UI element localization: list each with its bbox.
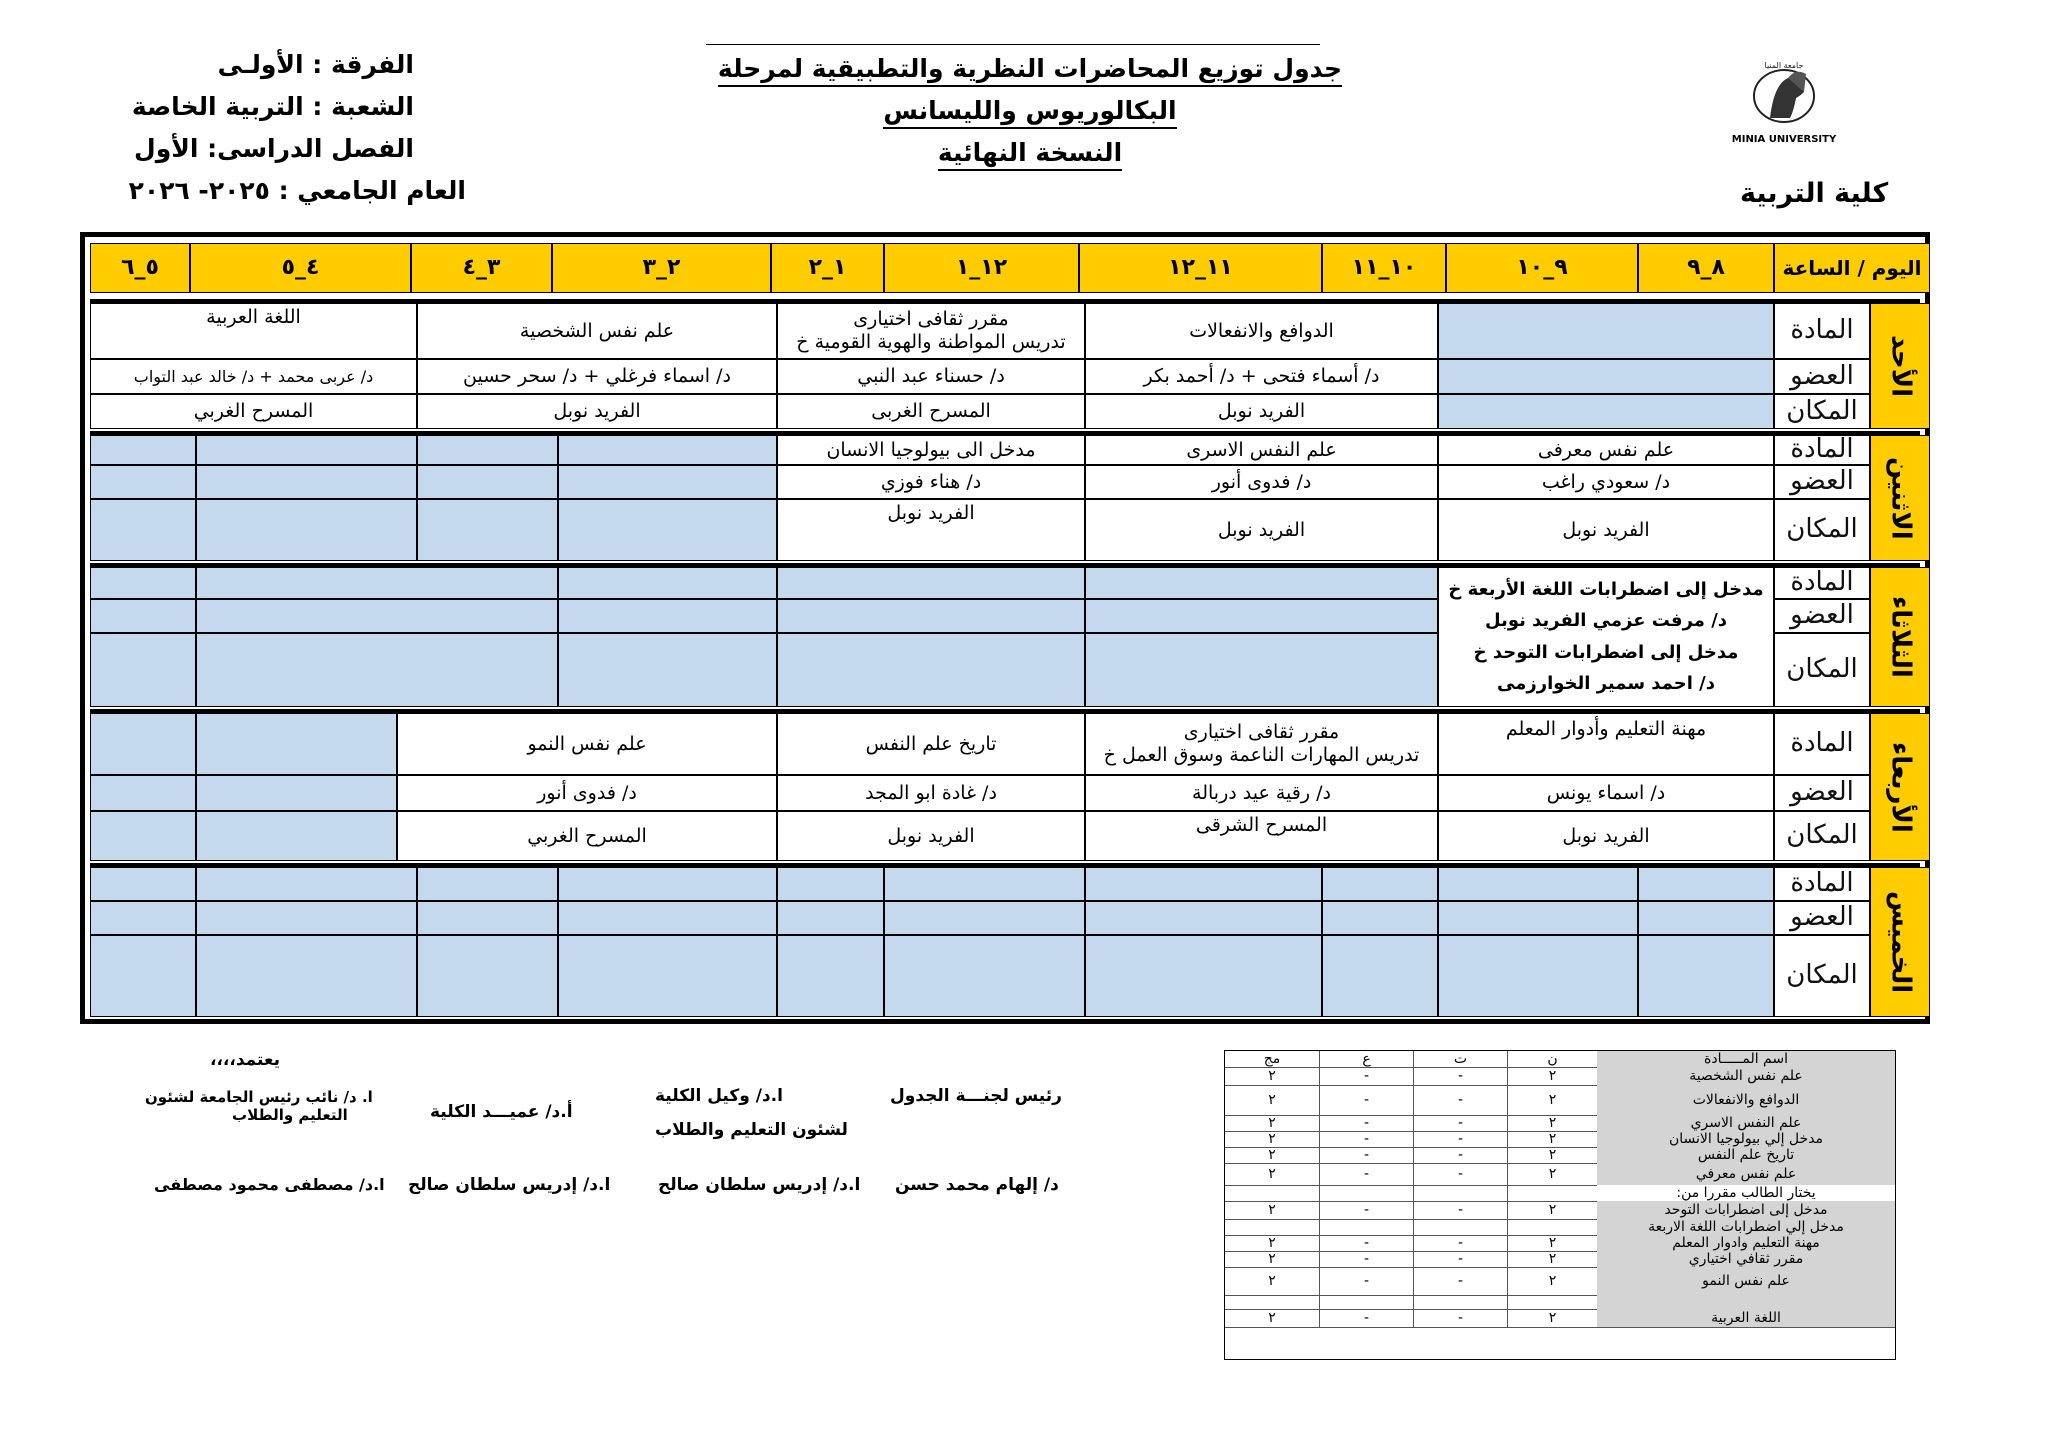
row-label-member: العضو [1774,465,1870,499]
credits-n: ٢ [1507,1163,1597,1185]
day-label-wednesday: الأربعاء [1870,713,1930,861]
tuesday-line: د/ احمد سمير الخوارزمى [1497,673,1715,695]
committee-title: رئيس لجنـــة الجدول [890,1086,1062,1106]
credits-n: ٢ [1507,1251,1597,1267]
credits-course-name: علم نفس الشخصية [1597,1067,1895,1085]
course-subject: اللغة العربية [90,303,417,359]
credits-total: ٢ [1268,1166,1276,1182]
empty-cell [196,435,417,465]
slot-header: ١_٢ [771,243,884,293]
level-label: الفرقة : الأولـى [217,50,414,79]
credits-header-total: مج [1263,1051,1281,1067]
empty-block [90,567,1438,707]
vice-president-title-2: التعليم والطلاب [232,1106,348,1124]
credits-t: - [1413,1115,1507,1131]
day-label-sunday: الأحد [1870,303,1930,429]
credits-row [1225,1067,1895,1086]
course-member: د/ هناء فوزي [777,465,1085,499]
approval-label: يعتمد،،،، [210,1050,280,1070]
empty-cell [777,567,1085,599]
credits-course-name: علم نفس معرفي [1597,1163,1895,1185]
empty-cell [1085,901,1322,935]
credits-course-name: الدوافع والانفعالات [1597,1085,1895,1115]
empty-cell [884,901,1085,935]
credits-header-n: ن [1507,1051,1597,1067]
course-subject: علم نفس النمو [397,713,777,775]
credits-total [1225,1295,1319,1309]
credits-a: - [1319,1201,1413,1219]
credits-course-name: اللغة العربية [1597,1309,1895,1327]
tuesday-line: مدخل إلى اضطرابات التوحد خ [1473,641,1739,663]
course-subject: علم نفس الشخصية [417,303,777,359]
course-subject-line: تدريس المهارات الناعمة وسوق العمل خ [1103,744,1420,766]
committee-name: د/ إلهام محمد حسن [895,1175,1059,1195]
course-place: الفريد نوبل [777,811,1085,861]
empty-cell [90,465,196,499]
credits-t: - [1413,1251,1507,1267]
day-row-thursday [90,863,1920,1017]
course-subject-line: مقرر ثقافى اختيارى [853,308,1009,331]
credits-a: - [1319,1147,1413,1163]
course-subject: مهنة التعليم وأدوار المعلم [1438,713,1774,775]
day-row-wednesday [90,709,1920,861]
credits-total [1225,1219,1319,1235]
credits-header-t: ت [1413,1051,1507,1067]
empty-cell [90,867,196,901]
course-member: د/ فدوى أنور [397,775,777,811]
course-subject: تاريخ علم النفس [777,713,1085,775]
course-place: الفريد نوبل [777,499,1085,561]
empty-cell [417,465,558,499]
row-label-member: العضو [1774,775,1870,811]
vice-dean-name: ا.د/ إدريس سلطان صالح [658,1175,861,1195]
vice-dean-title: ا.د/ وكيل الكلية [655,1086,783,1106]
credits-n [1507,1295,1597,1309]
empty-cell [777,633,1085,707]
empty-cell [196,867,417,901]
credits-a: - [1319,1235,1413,1251]
credits-t: - [1413,1309,1507,1327]
empty-cell [417,901,558,935]
empty-cell [90,499,196,561]
course-subject: مدخل الى بيولوجيا الانسان [777,435,1085,465]
slot-header: ١١_١٢ [1079,243,1322,293]
credits-n: ٢ [1507,1201,1597,1219]
course-member: د/ أسماء فتحى + د/ أحمد بكر [1085,359,1438,394]
empty-cell [884,867,1085,901]
course-subject-line: تدريس المواطنة والهوية القومية خ [796,331,1066,353]
day-row-tuesday [90,563,1920,707]
slot-header: ٤_٥ [190,243,411,293]
empty-cell [777,901,884,935]
row-label-subject: المادة [1774,435,1870,465]
credits-table [1224,1050,1896,1360]
empty-cell [558,499,777,561]
credits-a: - [1319,1115,1413,1131]
credits-course-name: علم نفس النمو [1597,1267,1895,1295]
course-place: الفريد نوبل [1438,499,1774,561]
slot-header: ٢_٣ [552,243,771,293]
credits-row [1225,1201,1895,1220]
course-place: الفريد نوبل [1085,499,1438,561]
empty-cell [558,867,777,901]
course-member: د/ رقية عيد دربالة [1085,775,1438,811]
empty-cell [777,599,1085,633]
credits-t: - [1413,1131,1507,1147]
credits-n [1507,1185,1597,1201]
credits-a: - [1319,1131,1413,1147]
empty-cell [884,935,1085,1017]
credits-course-name: يختار الطالب مقررا من: [1597,1185,1895,1201]
empty-cell [417,499,558,561]
day-row-monday [90,431,1920,561]
empty-cell [558,567,777,599]
course-subject [777,303,1085,359]
credits-a [1319,1219,1413,1235]
credits-n: ٢ [1507,1235,1597,1251]
course-member: د/ اسماء فرغلي + د/ سحر حسين [417,359,777,394]
slot-header: ١٠_١١ [1322,243,1446,293]
credits-total: ٢ [1268,1202,1276,1218]
vice-president-title: ا. د/ نائب رئيس الجامعة لشئون [145,1088,373,1106]
year-label: العام الجامعي : ٢٠٢٥- ٢٠٢٦ [128,176,466,205]
credits-course-name: مدخل إلي اضطرابات اللغة الاربعة [1597,1219,1895,1235]
course-subject: علم النفس الاسرى [1085,435,1438,465]
row-label-member: العضو [1774,359,1870,394]
slot-header: ٩_١٠ [1446,243,1638,293]
credits-t: - [1413,1267,1507,1295]
credits-n [1507,1219,1597,1235]
credits-row [1225,1267,1895,1296]
empty-cell [1638,901,1774,935]
credits-n: ٢ [1507,1147,1597,1163]
credits-row [1225,1235,1895,1252]
empty-cell [90,811,196,861]
dean-name: ا.د/ إدريس سلطان صالح [408,1175,611,1195]
logo-caption: MINIA UNIVERSITY [1731,134,1837,145]
empty-cell [196,599,558,633]
credits-t [1413,1185,1507,1201]
empty-cell [1322,935,1438,1017]
credits-row [1225,1131,1895,1148]
course-place: الفريد نوبل [1085,394,1438,429]
credits-a: - [1319,1251,1413,1267]
dean-title: أ.د/ عميـــد الكلية [430,1102,573,1122]
course-member: د/ غادة ابو المجد [777,775,1085,811]
course-member: د/ اسماء يونس [1438,775,1774,811]
empty-cell [90,935,196,1017]
credits-a: - [1319,1267,1413,1295]
day-label-tuesday: الثلاثاء [1870,567,1930,707]
corner-header: اليوم / الساعة [1774,243,1930,293]
vice-dean-title-2: لشئون التعليم والطلاب [655,1120,848,1140]
title-line-2: البكالوريوس والليسانس [700,96,1360,125]
course-subject [1085,713,1438,775]
empty-cell [1085,867,1322,901]
empty-cell [777,935,884,1017]
empty-cell [1322,901,1438,935]
credits-n: ٢ [1507,1115,1597,1131]
empty-cell [90,599,196,633]
row-label-member: العضو [1774,901,1870,935]
tuesday-course-block [1438,567,1774,707]
empty-cell [1438,359,1774,394]
slot-header: ٨_٩ [1638,243,1774,293]
empty-cell [1085,599,1438,633]
credits-row [1225,1295,1895,1310]
credits-n: ٢ [1507,1067,1597,1085]
row-label-place: المكان [1774,811,1870,861]
slot-header: ٣_٤ [411,243,552,293]
day-label-thursday: الخميس [1870,867,1930,1017]
empty-cell [196,567,558,599]
empty-cell [417,435,558,465]
faculty-name: كلية التربية [1740,178,1889,209]
credits-course-name: مدخل إلي بيولوجيا الانسان [1597,1131,1895,1147]
empty-cell [558,599,777,633]
empty-cell [1438,901,1638,935]
row-label-place: المكان [1774,633,1870,707]
slot-header: ١٢_١ [884,243,1079,293]
credits-header-row [1225,1051,1895,1068]
credits-a [1319,1295,1413,1309]
empty-cell [90,567,196,599]
empty-cell [90,901,196,935]
credits-t: - [1413,1147,1507,1163]
credits-a: - [1319,1085,1413,1115]
course-subject: علم نفس معرفى [1438,435,1774,465]
empty-block [90,867,1774,1017]
empty-cell [417,867,558,901]
course-place: المسرح الغربي [397,811,777,861]
empty-cell [196,633,558,707]
empty-cell [196,465,417,499]
empty-cell [1085,633,1438,707]
course-place: المسرح الغربى [777,394,1085,429]
empty-cell [1638,935,1774,1017]
empty-cell [90,435,196,465]
empty-cell [196,935,417,1017]
credits-t: - [1413,1163,1507,1185]
course-place: الفريد نوبل [417,394,777,429]
slot-header: ٥_٦ [90,243,190,293]
course-member: د/ حسناء عبد النبي [777,359,1085,394]
credits-n: ٢ [1507,1131,1597,1147]
empty-cell [196,811,397,861]
course-place: الفريد نوبل [1438,811,1774,861]
credits-course-name: تاريخ علم النفس [1597,1147,1895,1163]
course-member: د/ سعودي راغب [1438,465,1774,499]
row-label-subject: المادة [1774,713,1870,775]
row-label-subject: المادة [1774,567,1870,599]
empty-cell [558,435,777,465]
credits-course-name [1597,1295,1895,1309]
credits-total: ٢ [1268,1092,1276,1108]
schedule-table [80,232,1930,1024]
row-label-subject: المادة [1774,867,1870,901]
empty-cell [1438,867,1638,901]
empty-cell [558,465,777,499]
empty-cell [90,775,196,811]
division-label: الشعبة : التربية الخاصة [131,92,414,121]
credits-total: ٢ [1268,1115,1276,1131]
row-label-member: العضو [1774,599,1870,633]
empty-cell [196,901,417,935]
credits-total: ٢ [1268,1273,1276,1289]
title-line-1: جدول توزيع المحاضرات النظرية والتطبيقية لمرحلة [700,54,1360,83]
credits-t [1413,1295,1507,1309]
credits-total: ٢ [1268,1147,1276,1163]
credits-course-name: مقرر ثقافي اختياري [1597,1251,1895,1267]
course-place: المسرح الغربي [90,394,417,429]
course-subject: الدوافع والانفعالات [1085,303,1438,359]
course-member: د/ عربى محمد + د/ خالد عبد التواب [90,359,417,394]
credits-n: ٢ [1507,1085,1597,1115]
course-place: المسرح الشرقى [1085,811,1438,861]
credits-t [1413,1219,1507,1235]
credits-course-name: مهنة التعليم وادوار المعلم [1597,1235,1895,1251]
empty-block [90,435,777,561]
empty-cell [1438,935,1638,1017]
credits-row [1225,1085,1895,1116]
credits-total: ٢ [1268,1068,1276,1084]
credits-row [1225,1147,1895,1164]
empty-cell [1085,567,1438,599]
credits-a [1319,1185,1413,1201]
credits-row [1225,1251,1895,1268]
title-line-3: النسخة النهائية [700,138,1360,167]
empty-cell [196,499,417,561]
empty-cell [417,935,558,1017]
credits-course-name: مدخل إلى اضطرابات التوحد [1597,1201,1895,1219]
empty-cell [1438,303,1774,359]
credits-t: - [1413,1235,1507,1251]
credits-t: - [1413,1067,1507,1085]
empty-cell [196,775,397,811]
slots-header-row [90,243,1920,293]
credits-t: - [1413,1201,1507,1219]
credits-total: ٢ [1268,1131,1276,1147]
row-label-subject: المادة [1774,303,1870,359]
credits-course-name: علم النفس الاسري [1597,1115,1895,1131]
credits-total [1225,1185,1319,1201]
tuesday-line: د/ مرفت عزمي الفريد نوبل [1485,610,1728,632]
svg-text:جامعة المنيا: جامعة المنيا [1764,61,1804,70]
empty-cell [558,633,777,707]
credits-row [1225,1185,1895,1202]
credits-row [1225,1163,1895,1186]
credits-row [1225,1115,1895,1132]
credits-a: - [1319,1163,1413,1185]
course-subject-line: مقرر ثقافى اختيارى [1183,721,1340,744]
empty-cell [1085,935,1322,1017]
empty-cell [558,901,777,935]
credits-total: ٢ [1268,1251,1276,1267]
empty-cell [1322,867,1438,901]
credits-header-name: اسم المـــــادة [1597,1051,1895,1067]
minia-university-logo [1730,58,1838,154]
credits-total: ٢ [1268,1235,1276,1251]
empty-cell [558,935,777,1017]
empty-cell [777,867,884,901]
day-row-sunday [90,299,1920,429]
empty-cell [196,713,397,775]
semester-label: الفصل الدراسى: الأول [134,134,414,163]
empty-cell [90,713,196,775]
day-label-monday: الاثنين [1870,435,1930,561]
header-rule [706,44,1320,45]
empty-cell [1638,867,1774,901]
vice-president-name: ا.د/ مصطفى محمود مصطفى [154,1175,385,1194]
course-member: د/ فدوى أنور [1085,465,1438,499]
credits-a: - [1319,1309,1413,1327]
tuesday-line: مدخل إلى اضطرابات اللغة الأربعة خ [1448,578,1764,600]
row-label-place: المكان [1774,394,1870,429]
credits-n: ٢ [1507,1267,1597,1295]
empty-cell [1438,394,1774,429]
empty-cell [90,633,196,707]
credits-n: ٢ [1507,1309,1597,1327]
credits-header-a: ع [1319,1051,1413,1067]
credits-a: - [1319,1067,1413,1085]
credits-total: ٢ [1268,1310,1276,1326]
credits-t: - [1413,1085,1507,1115]
credits-row [1225,1219,1895,1236]
row-label-place: المكان [1774,935,1870,1017]
credits-row [1225,1309,1895,1328]
row-label-place: المكان [1774,499,1870,561]
